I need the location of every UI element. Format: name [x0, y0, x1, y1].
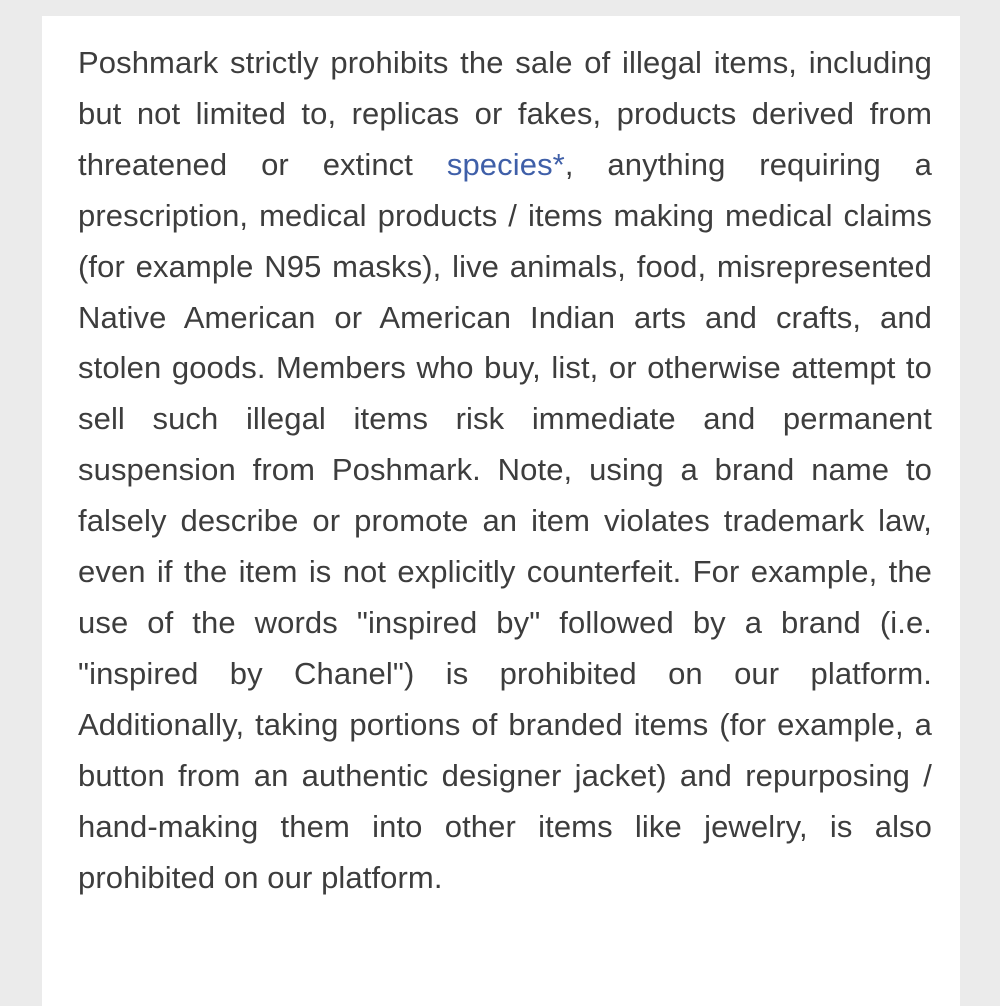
policy-card	[42, 16, 960, 1006]
policy-text-end: , anything requiring a prescription, medical products / items making medical claims (for example N95 masks), live animals, food, misrepresented Native American or American Indian arts and crafts, and stolen goods. Members who buy, list, or otherwise attempt to sell such illegal items risk immediate and permanent suspension from Poshmark. Note, using a brand name to falsely describe or promote an item violates trademark law, even if the item is not explicitly counterfeit. For example, the use of the words "inspired by" followed by a brand (i.e. "inspired by Chanel") is prohibited on our platform. Additionally, taking portions of branded items (for example, a button from an authentic designer jacket) and repurposing / hand-making them into other items like jewelry, is also prohibited on our platform.	[78, 146, 932, 895]
species-link[interactable]: species*	[446, 146, 565, 182]
policy-text-start: Poshmark strictly prohibits the sale of illegal items, including but not limited to, replicas or fakes, products derived from threatened or extinct	[78, 45, 932, 182]
policy-paragraph	[78, 38, 932, 903]
